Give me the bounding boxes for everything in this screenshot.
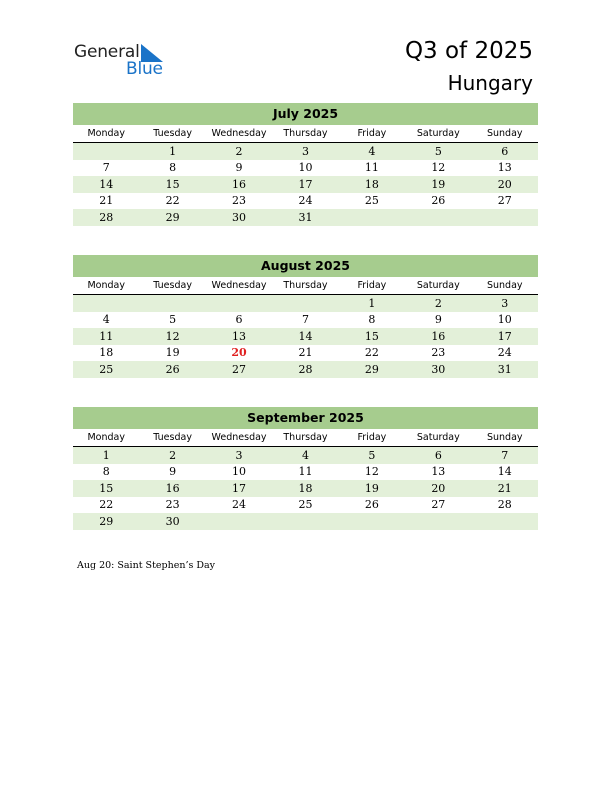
- day-cell: 14: [272, 328, 338, 345]
- weekday-header: Friday: [339, 125, 405, 143]
- day-cell: 23: [232, 194, 247, 208]
- empty-day-cell: [73, 143, 139, 160]
- month-header: July 2025: [73, 103, 538, 125]
- weekday-header: Sunday: [472, 125, 538, 143]
- day-cell: 28: [73, 209, 139, 226]
- day-cell: 7: [472, 447, 538, 464]
- day-cell: 7: [301, 313, 309, 327]
- weekday-header: Sunday: [472, 277, 538, 295]
- weekday-header: Thursday: [272, 429, 338, 447]
- weekday-header: Tuesday: [139, 125, 205, 143]
- day-cell: 22: [364, 346, 379, 360]
- day-cell: 26: [431, 194, 446, 208]
- day-cell: 3: [206, 447, 272, 464]
- day-cell: 8: [368, 313, 376, 327]
- day-cell: 18: [339, 176, 405, 193]
- day-cell: 30: [405, 361, 471, 378]
- day-cell: 22: [99, 498, 114, 512]
- calendar-table: [73, 429, 538, 530]
- day-cell: 5: [405, 143, 471, 160]
- empty-day-cell: [339, 209, 405, 226]
- day-cell: 14: [497, 465, 512, 479]
- weekday-header: Saturday: [405, 277, 471, 295]
- day-cell: 8: [169, 161, 177, 175]
- day-cell: 27: [206, 361, 272, 378]
- day-cell: 25: [73, 361, 139, 378]
- weekday-header: Monday: [73, 277, 139, 295]
- day-cell: 6: [235, 313, 243, 327]
- month-block-august: [73, 255, 538, 378]
- day-cell: 4: [339, 143, 405, 160]
- day-cell: 12: [139, 328, 205, 345]
- empty-day-cell: [206, 513, 272, 530]
- day-cell: 21: [99, 194, 114, 208]
- month-header: August 2025: [73, 255, 538, 277]
- empty-day-cell: [73, 295, 139, 312]
- calendar-table: [73, 125, 538, 226]
- day-cell: 25: [364, 194, 379, 208]
- day-cell: 24: [232, 498, 247, 512]
- day-cell: 19: [165, 346, 180, 360]
- week-row: [73, 345, 538, 362]
- day-cell: 1: [139, 143, 205, 160]
- week-row: [73, 513, 538, 530]
- day-cell: 21: [472, 480, 538, 497]
- empty-day-cell: [405, 513, 471, 530]
- calendar-table: [73, 277, 538, 378]
- day-cell: 20: [472, 176, 538, 193]
- day-cell: 17: [272, 176, 338, 193]
- empty-day-cell: [272, 295, 338, 312]
- week-row: [73, 312, 538, 329]
- day-cell: 31: [472, 361, 538, 378]
- day-cell: 10: [497, 313, 512, 327]
- day-cell: 20: [231, 346, 247, 360]
- day-cell: 28: [272, 361, 338, 378]
- day-cell: 18: [272, 480, 338, 497]
- day-cell: 15: [339, 328, 405, 345]
- weekday-header: Wednesday: [206, 429, 272, 447]
- day-cell: 11: [73, 328, 139, 345]
- empty-day-cell: [206, 295, 272, 312]
- day-cell: 13: [431, 465, 446, 479]
- week-row: [73, 143, 538, 160]
- day-cell: 14: [73, 176, 139, 193]
- day-cell: 21: [298, 346, 313, 360]
- empty-day-cell: [272, 513, 338, 530]
- day-cell: 9: [235, 161, 243, 175]
- month-block-july: [73, 103, 538, 226]
- week-row: [73, 480, 538, 497]
- week-row: [73, 328, 538, 345]
- weekday-header: Wednesday: [206, 277, 272, 295]
- week-row: [73, 295, 538, 312]
- empty-day-cell: [139, 295, 205, 312]
- weekday-header: Sunday: [472, 429, 538, 447]
- day-cell: 2: [206, 143, 272, 160]
- day-cell: 29: [73, 513, 139, 530]
- empty-day-cell: [405, 209, 471, 226]
- day-cell: 9: [434, 313, 442, 327]
- day-cell: 6: [405, 447, 471, 464]
- logo: [74, 42, 174, 82]
- month-header: September 2025: [73, 407, 538, 429]
- weekday-header: Saturday: [405, 125, 471, 143]
- day-cell: 11: [364, 161, 379, 175]
- day-cell: 20: [405, 480, 471, 497]
- day-cell: 30: [139, 513, 205, 530]
- weekday-header: Tuesday: [139, 429, 205, 447]
- day-cell: 12: [431, 161, 446, 175]
- day-cell: 5: [339, 447, 405, 464]
- day-cell: 7: [102, 161, 110, 175]
- day-cell: 9: [169, 465, 177, 479]
- logo-blue-text: Blue: [126, 59, 163, 79]
- day-cell: 19: [405, 176, 471, 193]
- day-cell: 6: [472, 143, 538, 160]
- week-row: [73, 176, 538, 193]
- day-cell: 29: [139, 209, 205, 226]
- day-cell: 30: [206, 209, 272, 226]
- day-cell: 27: [431, 498, 446, 512]
- day-cell: 2: [405, 295, 471, 312]
- day-cell: 4: [102, 313, 110, 327]
- day-cell: 13: [497, 161, 512, 175]
- day-cell: 23: [431, 346, 446, 360]
- day-cell: 31: [272, 209, 338, 226]
- day-cell: 1: [339, 295, 405, 312]
- empty-day-cell: [472, 513, 538, 530]
- weekday-header: Thursday: [272, 125, 338, 143]
- day-cell: 29: [339, 361, 405, 378]
- week-row: [73, 209, 538, 226]
- day-cell: 19: [339, 480, 405, 497]
- day-cell: 28: [497, 498, 512, 512]
- day-cell: 1: [73, 447, 139, 464]
- day-cell: 23: [165, 498, 180, 512]
- week-row: [73, 447, 538, 464]
- day-cell: 26: [139, 361, 205, 378]
- weekday-header: Monday: [73, 125, 139, 143]
- month-block-september: [73, 407, 538, 530]
- day-cell: 16: [206, 176, 272, 193]
- day-cell: 3: [472, 295, 538, 312]
- week-row: [73, 160, 538, 177]
- page-subtitle: Hungary: [447, 71, 533, 95]
- day-cell: 17: [206, 480, 272, 497]
- week-row: [73, 193, 538, 210]
- day-cell: 24: [497, 346, 512, 360]
- day-cell: 10: [232, 465, 247, 479]
- day-cell: 18: [99, 346, 114, 360]
- day-cell: 10: [298, 161, 313, 175]
- weekday-header: Tuesday: [139, 277, 205, 295]
- day-cell: 24: [298, 194, 313, 208]
- holiday-note: Aug 20: Saint Stephen’s Day: [77, 560, 216, 571]
- weekday-header: Monday: [73, 429, 139, 447]
- day-cell: 2: [139, 447, 205, 464]
- weekday-header: Friday: [339, 277, 405, 295]
- week-row: [73, 361, 538, 378]
- day-cell: 15: [73, 480, 139, 497]
- day-cell: 11: [298, 465, 313, 479]
- day-cell: 13: [206, 328, 272, 345]
- day-cell: 12: [364, 465, 379, 479]
- week-row: [73, 464, 538, 481]
- day-cell: 25: [298, 498, 313, 512]
- page-title: Q3 of 2025: [404, 38, 533, 64]
- day-cell: 27: [497, 194, 512, 208]
- weekday-header: Friday: [339, 429, 405, 447]
- empty-day-cell: [472, 209, 538, 226]
- day-cell: 4: [272, 447, 338, 464]
- day-cell: 17: [472, 328, 538, 345]
- weekday-header: Thursday: [272, 277, 338, 295]
- day-cell: 16: [139, 480, 205, 497]
- day-cell: 26: [364, 498, 379, 512]
- week-row: [73, 497, 538, 514]
- logo-general-text: General: [74, 42, 140, 62]
- day-cell: 5: [169, 313, 177, 327]
- day-cell: 15: [139, 176, 205, 193]
- day-cell: 8: [102, 465, 110, 479]
- day-cell: 22: [165, 194, 180, 208]
- weekday-header: Saturday: [405, 429, 471, 447]
- empty-day-cell: [339, 513, 405, 530]
- weekday-header: Wednesday: [206, 125, 272, 143]
- day-cell: 3: [272, 143, 338, 160]
- day-cell: 16: [405, 328, 471, 345]
